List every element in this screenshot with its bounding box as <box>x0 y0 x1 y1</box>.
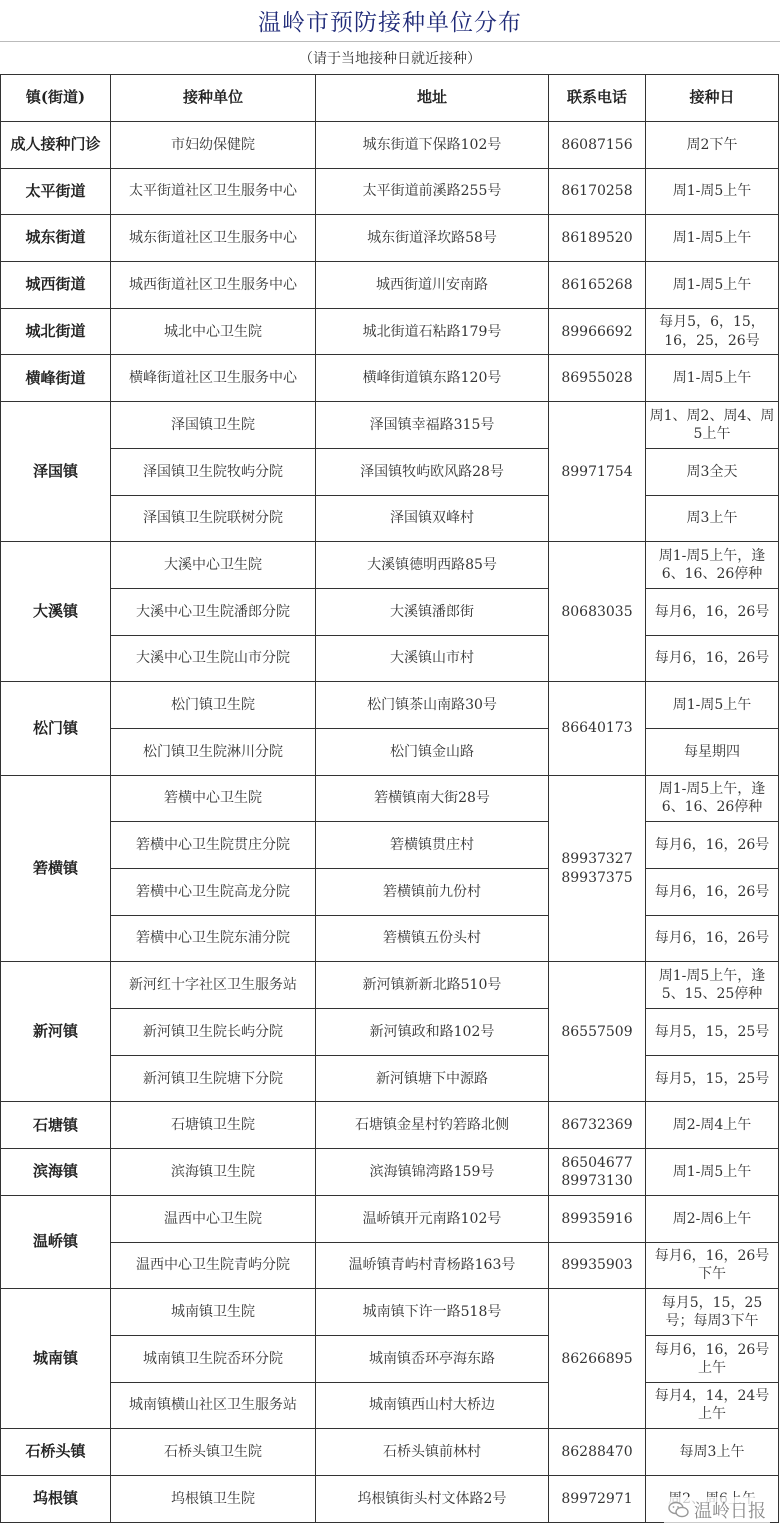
cell-phone: 86557509 <box>549 962 646 1102</box>
table-row <box>1 682 779 729</box>
cell-address: 横峰街道镇东路120号 <box>316 355 549 402</box>
watermark-text: 温岭日报 <box>694 1501 766 1522</box>
cell-town: 箬横镇 <box>1 775 111 962</box>
cell-unit: 城南镇卫生院岙环分院 <box>111 1335 316 1382</box>
cell-address: 太平街道前溪路255号 <box>316 168 549 215</box>
table-row <box>1 1242 779 1289</box>
table-row <box>1 1382 779 1429</box>
cell-phone: 86288470 <box>549 1429 646 1476</box>
cell-town: 城东街道 <box>1 215 111 262</box>
cell-unit: 大溪中心卫生院潘郎分院 <box>111 588 316 635</box>
cell-unit: 松门镇卫生院 <box>111 682 316 729</box>
table-row <box>1 822 779 869</box>
table-row <box>1 495 779 542</box>
table-row <box>1 1149 779 1196</box>
cell-address: 滨海镇锦湾路159号 <box>316 1149 549 1196</box>
cell-address: 箬横镇南大街28号 <box>316 775 549 822</box>
cell-phone: 80683035 <box>549 542 646 682</box>
cell-town: 城西街道 <box>1 262 111 309</box>
table-row <box>1 1429 779 1476</box>
cell-town: 太平街道 <box>1 168 111 215</box>
cell-town: 城南镇 <box>1 1289 111 1429</box>
header-row <box>1 75 779 122</box>
cell-day: 每月6，16，26号 <box>646 869 779 916</box>
cell-day: 周1-周5上午，逢6、16、26停种 <box>646 775 779 822</box>
header-phone: 联系电话 <box>549 75 646 122</box>
table-row <box>1 1335 779 1382</box>
cell-unit: 新河镇卫生院塘下分院 <box>111 1055 316 1102</box>
cell-town: 温峤镇 <box>1 1195 111 1288</box>
cell-day: 周1、周2、周4、周5上午 <box>646 402 779 449</box>
table-row <box>1 869 779 916</box>
cell-unit: 松门镇卫生院淋川分院 <box>111 728 316 775</box>
table-row <box>1 1102 779 1149</box>
table-row <box>1 1475 779 1522</box>
cell-unit: 城南镇横山社区卫生服务站 <box>111 1382 316 1429</box>
cell-phone: 89971754 <box>549 402 646 542</box>
cell-phone: 86955028 <box>549 355 646 402</box>
cell-day: 周1-周5上午 <box>646 215 779 262</box>
cell-day: 每月6，16，26号 <box>646 915 779 962</box>
cell-phone: 89935916 <box>549 1195 646 1242</box>
cell-address: 泽国镇幸福路315号 <box>316 402 549 449</box>
cell-day: 每月4，14，24号上午 <box>646 1382 779 1429</box>
cell-day: 每月5，15，25号 <box>646 1055 779 1102</box>
cell-phone: 89937327 89937375 <box>549 775 646 962</box>
cell-unit: 温西中心卫生院 <box>111 1195 316 1242</box>
cell-day: 每月6，16，26号 <box>646 635 779 682</box>
page-title: 温岭市预防接种单位分布 <box>0 0 780 42</box>
cell-address: 大溪镇德明西路85号 <box>316 542 549 589</box>
cell-unit: 城西街道社区卫生服务中心 <box>111 262 316 309</box>
table-row <box>1 962 779 1009</box>
table-row <box>1 1289 779 1336</box>
cell-unit: 新河镇卫生院长屿分院 <box>111 1009 316 1056</box>
cell-town: 石塘镇 <box>1 1102 111 1149</box>
cell-day: 周1-周5上午 <box>646 262 779 309</box>
table-row <box>1 542 779 589</box>
table-row <box>1 1009 779 1056</box>
cell-day: 周2-周6上午 <box>646 1195 779 1242</box>
table-row <box>1 915 779 962</box>
cell-town: 城北街道 <box>1 308 111 355</box>
cell-unit: 城北中心卫生院 <box>111 308 316 355</box>
cell-day: 每月5，15，25号 <box>646 1009 779 1056</box>
header-town: 镇(街道) <box>1 75 111 122</box>
cell-town: 成人接种门诊 <box>1 122 111 169</box>
table-row <box>1 1195 779 1242</box>
cell-unit: 泽国镇卫生院牧屿分院 <box>111 448 316 495</box>
cell-address: 城北街道石粘路179号 <box>316 308 549 355</box>
cell-address: 城西街道川安南路 <box>316 262 549 309</box>
cell-town: 石桥头镇 <box>1 1429 111 1476</box>
cell-unit: 滨海镇卫生院 <box>111 1149 316 1196</box>
table-row <box>1 1055 779 1102</box>
cell-address: 石桥头镇前林村 <box>316 1429 549 1476</box>
cell-unit: 横峰街道社区卫生服务中心 <box>111 355 316 402</box>
cell-address: 松门镇金山路 <box>316 728 549 775</box>
cell-day: 每周3上午 <box>646 1429 779 1476</box>
cell-day: 周3上午 <box>646 495 779 542</box>
cell-day: 每月6，16，26号下午 <box>646 1242 779 1289</box>
header-unit: 接种单位 <box>111 75 316 122</box>
cell-address: 温峤镇开元南路102号 <box>316 1195 549 1242</box>
cell-address: 城南镇岙环亭海东路 <box>316 1335 549 1382</box>
cell-day: 每月5，15，25号；每周3下午 <box>646 1289 779 1336</box>
table-row <box>1 262 779 309</box>
cell-day: 周1-周5上午 <box>646 682 779 729</box>
table-body <box>1 122 779 1523</box>
cell-address: 新河镇塘下中源路 <box>316 1055 549 1102</box>
cell-phone: 86640173 <box>549 682 646 775</box>
cell-day: 周1-周5上午，逢6、16、26停种 <box>646 542 779 589</box>
cell-phone: 86732369 <box>549 1102 646 1149</box>
cell-phone: 89935903 <box>549 1242 646 1289</box>
table-row <box>1 635 779 682</box>
cell-unit: 城东街道社区卫生服务中心 <box>111 215 316 262</box>
cell-day: 周1-周5上午 <box>646 355 779 402</box>
cell-day: 周2下午 <box>646 122 779 169</box>
cell-unit: 泽国镇卫生院 <box>111 402 316 449</box>
table-row <box>1 775 779 822</box>
cell-phone: 86087156 <box>549 122 646 169</box>
cell-town: 新河镇 <box>1 962 111 1102</box>
cell-phone: 86504677 89973130 <box>549 1149 646 1196</box>
watermark <box>664 1497 770 1523</box>
cell-phone: 86165268 <box>549 262 646 309</box>
cell-day: 每月6，16，26号上午 <box>646 1335 779 1382</box>
table-row <box>1 728 779 775</box>
cell-address: 石塘镇金星村钓箬路北侧 <box>316 1102 549 1149</box>
cell-unit: 市妇幼保健院 <box>111 122 316 169</box>
cell-day: 每星期四 <box>646 728 779 775</box>
cell-address: 泽国镇牧屿欧风路28号 <box>316 448 549 495</box>
header-address: 地址 <box>316 75 549 122</box>
cell-day: 每月6，16，26号 <box>646 588 779 635</box>
cell-day: 周3全天 <box>646 448 779 495</box>
cell-unit: 新河红十字社区卫生服务站 <box>111 962 316 1009</box>
cell-day: 周1-周5上午 <box>646 1149 779 1196</box>
cell-unit: 箬横中心卫生院贯庄分院 <box>111 822 316 869</box>
table-row <box>1 308 779 355</box>
page-subtitle: （请于当地接种日就近接种） <box>299 51 481 67</box>
cell-address: 箬横镇五份头村 <box>316 915 549 962</box>
table-row <box>1 168 779 215</box>
cell-day: 周1-周5上午，逢5、15、25停种 <box>646 962 779 1009</box>
cell-address: 城南镇下许一路518号 <box>316 1289 549 1336</box>
cell-address: 泽国镇双峰村 <box>316 495 549 542</box>
cell-address: 城南镇西山村大桥边 <box>316 1382 549 1429</box>
cell-phone: 86170258 <box>549 168 646 215</box>
wechat-icon <box>668 1501 690 1519</box>
cell-day: 每月6，16，26号 <box>646 822 779 869</box>
cell-town: 横峰街道 <box>1 355 111 402</box>
cell-unit: 石塘镇卫生院 <box>111 1102 316 1149</box>
cell-address: 松门镇茶山南路30号 <box>316 682 549 729</box>
cell-address: 大溪镇山市村 <box>316 635 549 682</box>
cell-unit: 箬横中心卫生院高龙分院 <box>111 869 316 916</box>
cell-unit: 泽国镇卫生院联树分院 <box>111 495 316 542</box>
cell-town: 坞根镇 <box>1 1475 111 1522</box>
cell-unit: 大溪中心卫生院山市分院 <box>111 635 316 682</box>
cell-phone: 86266895 <box>549 1289 646 1429</box>
table-row <box>1 215 779 262</box>
cell-town: 大溪镇 <box>1 542 111 682</box>
table-row <box>1 402 779 449</box>
cell-day: 每月5，6，15，16，25，26号 <box>646 308 779 355</box>
cell-address: 城东街道泽坎路58号 <box>316 215 549 262</box>
cell-address: 温峤镇青屿村青杨路163号 <box>316 1242 549 1289</box>
cell-unit: 温西中心卫生院青屿分院 <box>111 1242 316 1289</box>
cell-unit: 坞根镇卫生院 <box>111 1475 316 1522</box>
cell-address: 箬横镇贯庄村 <box>316 822 549 869</box>
cell-town: 泽国镇 <box>1 402 111 542</box>
table-row <box>1 448 779 495</box>
cell-phone: 86189520 <box>549 215 646 262</box>
cell-address: 城东街道下保路102号 <box>316 122 549 169</box>
cell-address: 箬横镇前九份村 <box>316 869 549 916</box>
table-row <box>1 588 779 635</box>
cell-address: 大溪镇潘郎街 <box>316 588 549 635</box>
cell-address: 坞根镇街头村文体路2号 <box>316 1475 549 1522</box>
cell-phone: 89966692 <box>549 308 646 355</box>
cell-unit: 箬横中心卫生院东浦分院 <box>111 915 316 962</box>
table-row <box>1 122 779 169</box>
cell-town: 松门镇 <box>1 682 111 775</box>
table-row <box>1 355 779 402</box>
cell-day: 周1-周5上午 <box>646 168 779 215</box>
cell-address: 新河镇新新北路510号 <box>316 962 549 1009</box>
cell-unit: 大溪中心卫生院 <box>111 542 316 589</box>
cell-unit: 石桥头镇卫生院 <box>111 1429 316 1476</box>
cell-address: 新河镇政和路102号 <box>316 1009 549 1056</box>
cell-unit: 城南镇卫生院 <box>111 1289 316 1336</box>
header-day: 接种日 <box>646 75 779 122</box>
cell-unit: 箬横中心卫生院 <box>111 775 316 822</box>
cell-unit: 太平街道社区卫生服务中心 <box>111 168 316 215</box>
cell-town: 滨海镇 <box>1 1149 111 1196</box>
vaccination-table <box>0 74 779 1523</box>
cell-phone: 89972971 <box>549 1475 646 1522</box>
cell-day: 周2-周4上午 <box>646 1102 779 1149</box>
